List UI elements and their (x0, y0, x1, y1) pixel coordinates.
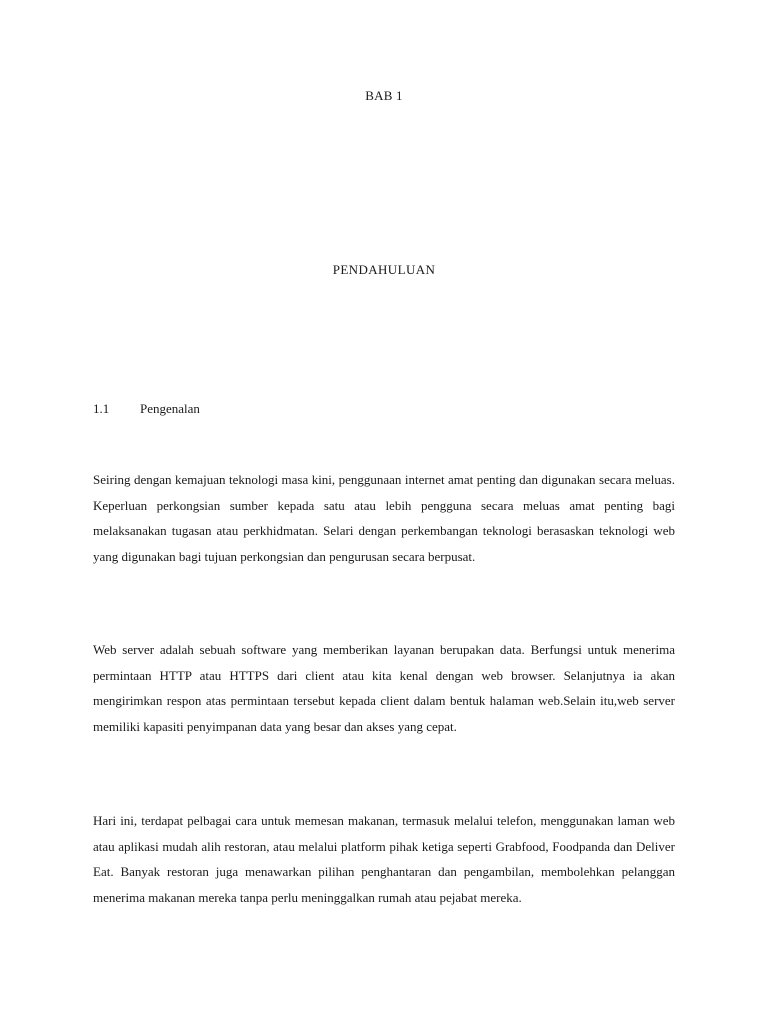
paragraph-food-ordering: Hari ini, terdapat pelbagai cara untuk memesan makanan, termasuk melalui telefon, menggunakan laman web atau aplikasi mudah alih restoran, atau melalui platform pihak ketiga seperti Grabfood, Foodpanda dan Deliver Eat. Banyak restoran juga menawarkan pilihan penghantaran dan pengambilan, membolehkan pelanggan menerima makanan mereka tanpa perlu meninggalkan rumah atau pejabat mereka. (93, 813, 675, 905)
section-heading (93, 401, 200, 417)
chapter-title: PENDAHULUAN (332, 262, 436, 277)
section-title: Pengenalan (140, 401, 200, 416)
paragraph-intro: Seiring dengan kemajuan teknologi masa kini, penggunaan internet amat penting dan digunakan secara meluas. Keperluan perkongsian sumber kepada satu atau lebih pengguna secara meluas amat penting bagi melaksanakan tugasan atau perkhidmatan. Selari dengan perkembangan teknologi berasaskan teknologi web yang digunakan bagi tujuan perkongsian dan pengurusan secara berpusat. (93, 472, 675, 564)
section-number: 1.1 (93, 401, 110, 416)
paragraph-web-server: Web server adalah sebuah software yang memberikan layanan berupakan data. Berfungsi untuk menerima permintaan HTTP atau HTTPS dari client atau kita kenal dengan web browser. Selanjutnya ia akan mengirimkan respon atas permintaan tersebut kepada client dalam bentuk halaman web.Selain itu,web server memiliki kapasiti penyimpanan data yang besar dan akses yang cepat. (93, 642, 675, 734)
chapter-number: BAB 1 (365, 88, 403, 103)
